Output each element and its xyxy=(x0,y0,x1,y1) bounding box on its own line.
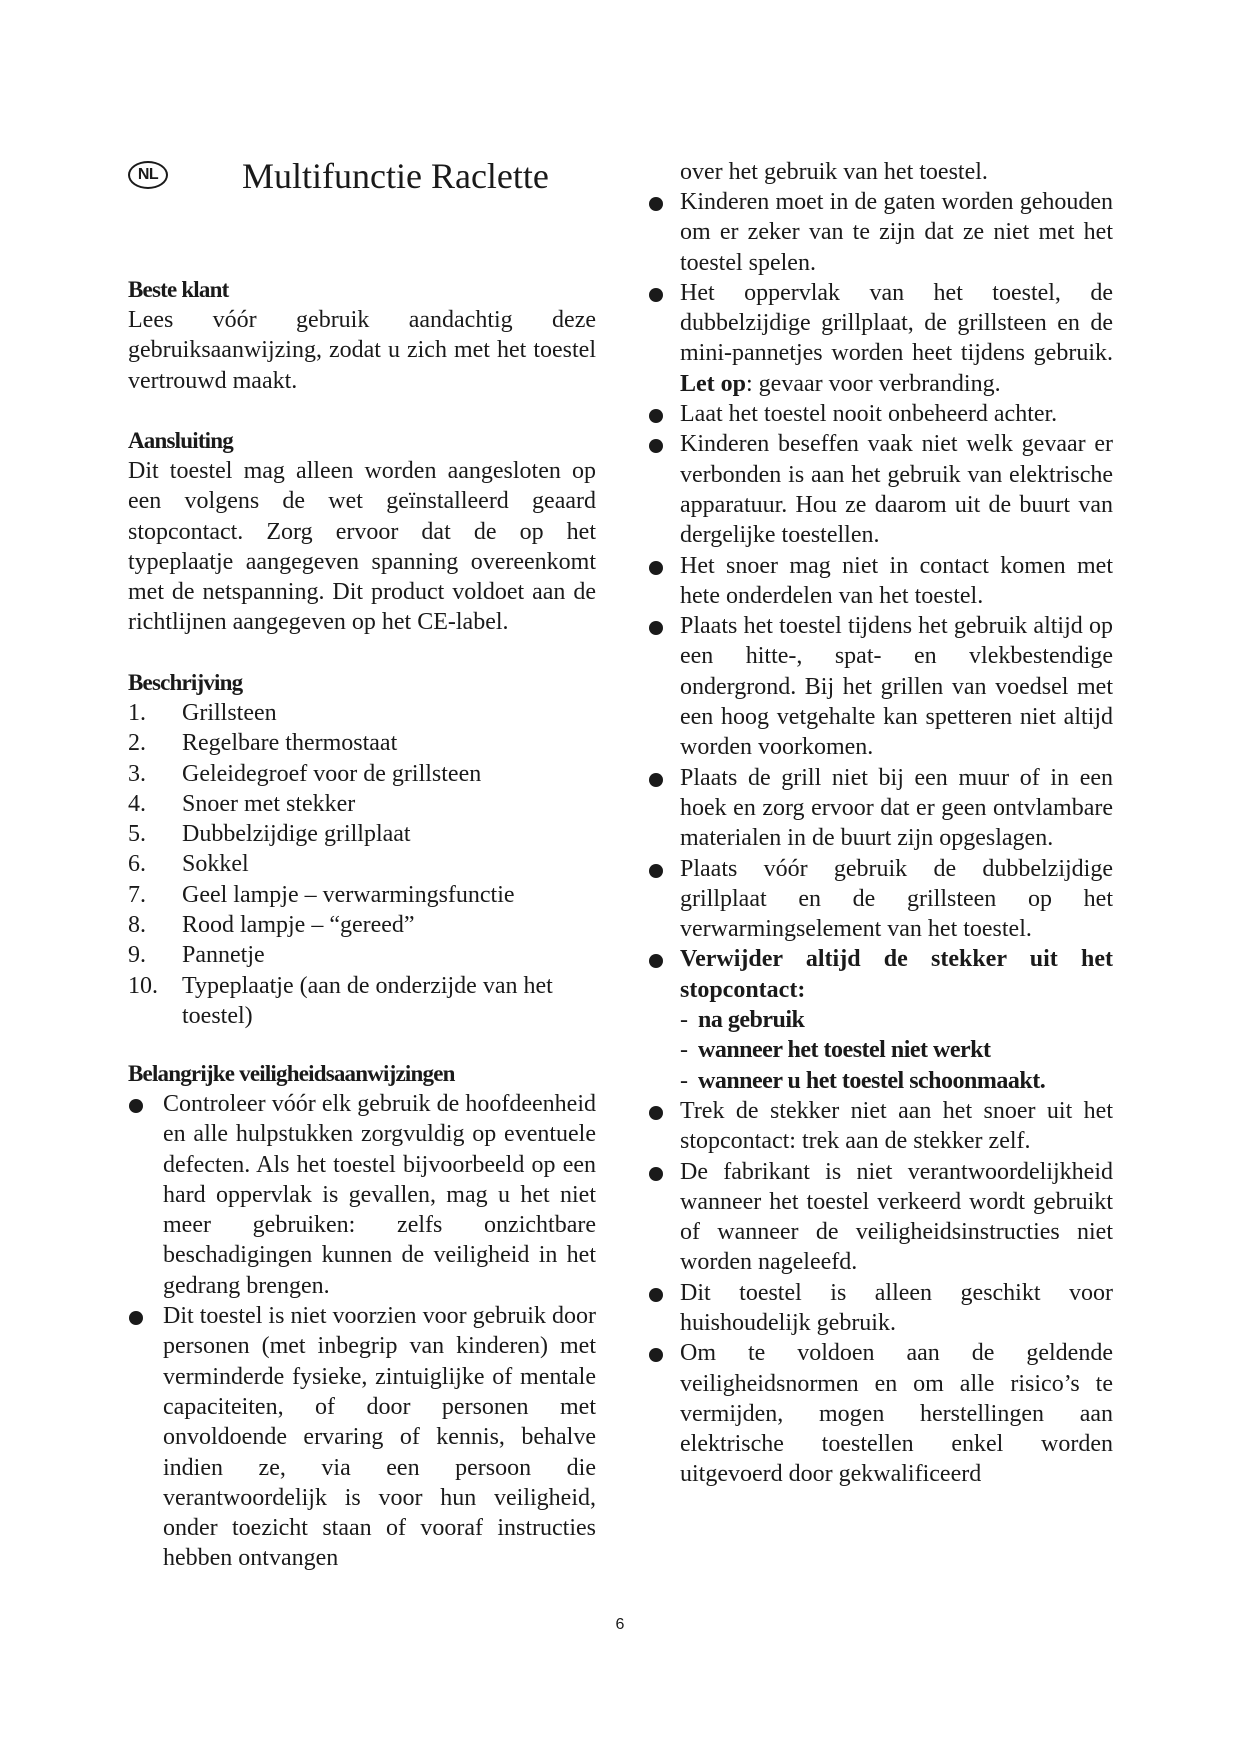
bullet-icon xyxy=(129,1311,143,1325)
page-number: 6 xyxy=(615,1616,625,1633)
description-heading: Beschrijving xyxy=(128,670,243,695)
bullet-icon xyxy=(649,288,663,302)
intro-heading: Beste klant xyxy=(128,277,229,302)
list-item: 4. Snoer met stekker xyxy=(128,790,356,817)
bullet-icon xyxy=(649,1348,663,1362)
list-item: Het oppervlak van het toestel, de dubbelzijdige grillplaat, de grillsteen en de mini-pannetjes worden heet tijdens gebruik. Let op: gevaar voor verbranding. xyxy=(648,278,1113,399)
safety-list-right xyxy=(648,187,1113,1490)
bullet-icon xyxy=(649,561,663,575)
list-item: Trek de stekker niet aan het snoer uit het stopcontact: trek aan de stekker zelf. xyxy=(648,1096,1113,1157)
bullet-icon xyxy=(649,409,663,423)
list-item: 1. Grillsteen xyxy=(128,700,277,726)
bullet-icon xyxy=(649,439,663,453)
bullet-icon xyxy=(649,1288,663,1302)
bullet-icon xyxy=(649,197,663,211)
bullet-icon xyxy=(649,864,663,878)
list-item: Plaats de grill niet bij een muur of in een hoek en zorg ervoor dat er geen ontvlambare materialen in de buurt zijn opgeslagen. xyxy=(648,763,1113,854)
connection-heading: Aansluiting xyxy=(128,428,233,453)
unplug-sublist xyxy=(680,1005,1113,1096)
list-item: Om te voldoen aan de geldende veiligheidsnormen en om alle risico’s te vermijden, mogen herstellingen aan elektrische toestellen enkel worden uitgevoerd door gekwalificeerd xyxy=(648,1338,1113,1489)
list-item: Dit toestel is niet voorzien voor gebruik door personen (met inbegrip van kinderen) met verminderde fysieke, zintuiglijke of mentale capaciteiten, of door personen met onvoldoende ervaring of kennis, behalve indien ze, via een persoon die verantwoordelijk is voor hun veiligheid, onder toezicht staan of vooraf instructies hebben ontvangen xyxy=(128,1301,596,1574)
list-item: 10. Typeplaatje (aan de onderzijde van het toestel) xyxy=(128,972,553,1029)
sub-list-item: - na gebruik xyxy=(680,1007,805,1034)
connection-text: Dit toestel mag alleen worden aangesloten op een volgens de wet geïnstalleerd geaard stopcontact. Zorg ervoor dat de op het typeplaatje aangegeven spanning overeenkomt met de netspanning. Dit product voldoet aan de richtlijnen aangegeven op het CE-label. xyxy=(128,458,596,636)
bullet-icon xyxy=(649,954,663,968)
intro-text: Lees vóór gebruik aandachtig deze gebruiksaanwijzing, zodat u zich met het toestel vertrouwd maakt. xyxy=(128,307,596,394)
list-item: Dit toestel is alleen geschikt voor huishoudelijk gebruik. xyxy=(648,1278,1113,1339)
parts-list xyxy=(128,698,596,1031)
page-header xyxy=(128,152,596,200)
list-item: Kinderen moet in de gaten worden gehouden om er zeker van te zijn dat ze niet met het toestel spelen. xyxy=(648,187,1113,278)
safety-list-left xyxy=(128,1089,596,1574)
list-item: Het snoer mag niet in contact komen met hete onderdelen van het toestel. xyxy=(648,551,1113,612)
continuation-text: over het gebruik van het toestel. xyxy=(680,159,988,185)
bullet-icon xyxy=(129,1099,143,1113)
list-item: 8. Rood lampje – “gereed” xyxy=(128,912,415,939)
page-title: Multifunctie Raclette xyxy=(242,156,549,196)
list-item: 3. Geleidegroef voor de grillsteen xyxy=(128,760,482,787)
bullet-icon xyxy=(649,773,663,787)
sub-list-item: - wanneer het toestel niet werkt xyxy=(680,1037,991,1064)
bullet-icon xyxy=(649,1167,663,1181)
list-item: Plaats het toestel tijdens het gebruik altijd op een hitte-, spat- en vlekbestendige ondergrond. Bij het grillen van voedsel met een hoog vetgehalte kan spetteren niet altijd worden voorkomen. xyxy=(648,611,1113,762)
list-item: 2. Regelbare thermostaat xyxy=(128,730,398,757)
list-item: Kinderen beseffen vaak niet welk gevaar er verbonden is aan het gebruik van elektrische apparatuur. Hou ze daarom uit de buurt van dergelijke toestellen. xyxy=(648,429,1113,550)
list-item: Verwijder altijd de stekker uit het stopcontact: - na gebruik - wanneer het toestel niet werkt - wanneer u het toestel schoonmaakt. xyxy=(648,944,1113,1095)
list-item: Plaats vóór gebruik de dubbelzijdige grillplaat en de grillsteen op het verwarmingselement van het toestel. xyxy=(648,854,1113,945)
list-item: 7. Geel lampje – verwarmingsfunctie xyxy=(128,881,515,908)
sub-list-item: - wanneer u het toestel schoonmaakt. xyxy=(680,1067,1046,1094)
list-item: 6. Sokkel xyxy=(128,851,249,878)
list-item: Laat het toestel nooit onbeheerd achter. xyxy=(648,399,1113,429)
list-item: 9. Pannetje xyxy=(128,942,265,969)
language-badge: NL xyxy=(128,161,168,189)
list-item: De fabrikant is niet verantwoordelijkheid wanneer het toestel verkeerd wordt gebruikt of wanneer de veiligheidsinstructies niet worden nageleefd. xyxy=(648,1157,1113,1278)
bullet-icon xyxy=(649,1106,663,1120)
safety-heading: Belangrijke veiligheidsaanwijzingen xyxy=(128,1061,455,1086)
list-item: 5. Dubbelzijdige grillplaat xyxy=(128,821,411,848)
list-item: Controleer vóór elk gebruik de hoofdeenheid en alle hulpstukken zorgvuldig op eventuele defecten. Als het toestel bijvoorbeeld op een hard oppervlak is gevallen, mag u het niet meer gebruiken: zelfs onzichtbare beschadigingen kunnen de veiligheid in het gedrang brengen. xyxy=(128,1089,596,1301)
bullet-icon xyxy=(649,621,663,635)
